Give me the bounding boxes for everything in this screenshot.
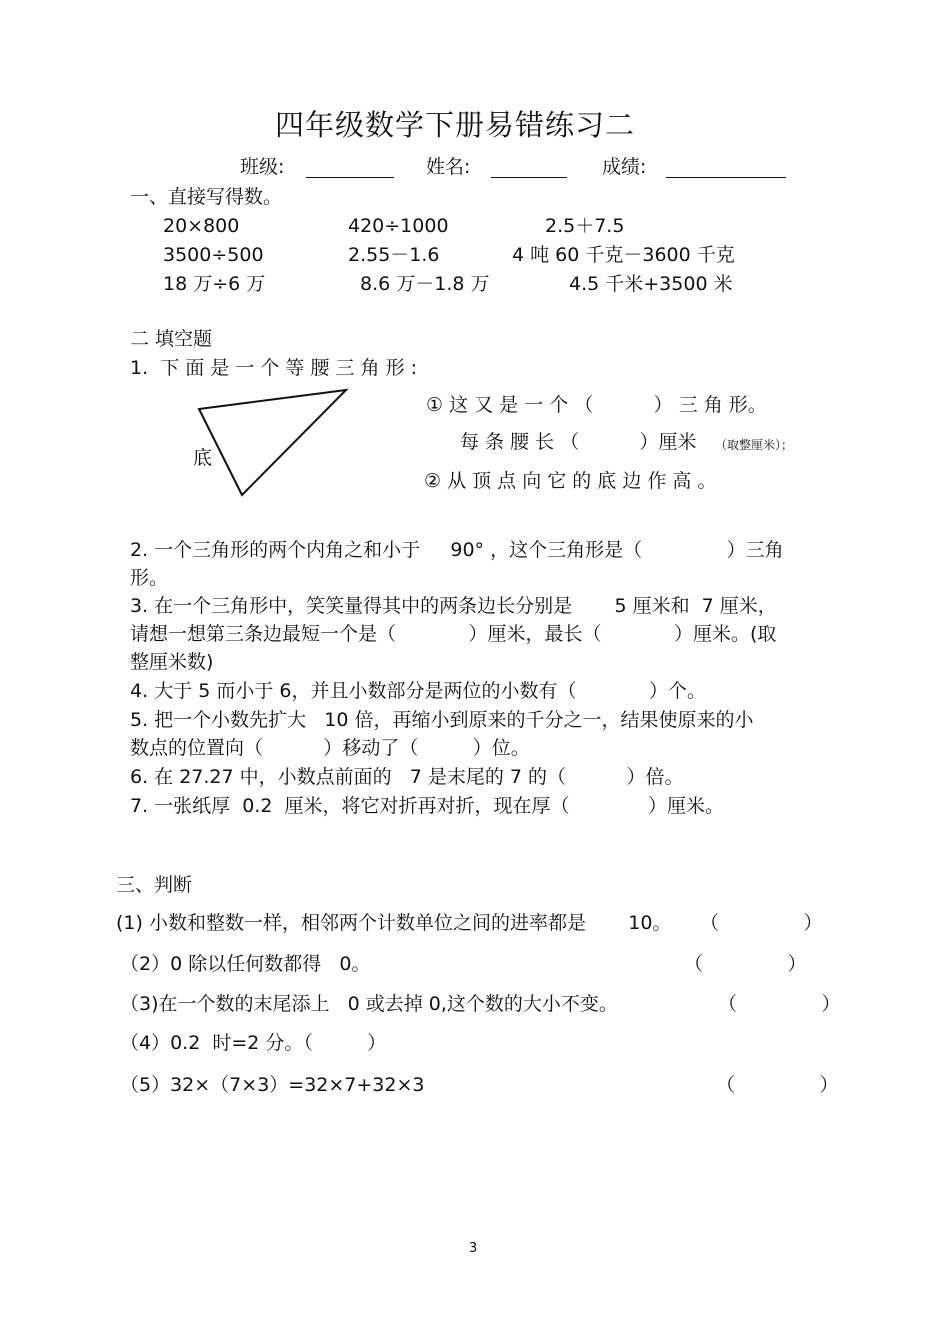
calc-item: 3500÷500	[163, 244, 264, 266]
q3-line: 请想一想第三条边最短一个是（ ）厘米，最长（ ）厘米。(取	[130, 623, 777, 645]
q1-sub1: ① 这 又 是 一 个 （ ） 三 角 形。	[426, 394, 767, 416]
judge-item: （2）0 除以任何数都得 0。	[120, 953, 371, 975]
q4-line: 4. 大于 5 而小于 6，并且小数部分是两位的小数有（ ）个。	[130, 680, 706, 702]
section2-heading: 二 填空题	[130, 328, 213, 350]
score-label: 成绩:	[602, 156, 647, 178]
section3-heading: 三、判断	[116, 874, 193, 896]
judge-answer-paren[interactable]: （ ）	[718, 993, 841, 1015]
judge-item: （5）32×（7×3）=32×7+32×3	[120, 1074, 425, 1096]
q6-line: 6. 在 27.27 中，小数点前面的 7 是末尾的 7 的（ ）倍。	[130, 766, 684, 788]
calc-item: 20×800	[163, 215, 240, 237]
calc-item: 420÷1000	[348, 215, 449, 237]
name-field[interactable]	[491, 177, 567, 178]
q3-line: 整厘米数)	[130, 651, 214, 673]
judge-answer-paren[interactable]: （ ）	[700, 912, 823, 934]
section1-heading: 一、直接写得数。	[130, 186, 283, 208]
name-label: 姓名:	[426, 156, 471, 178]
judge-answer-paren[interactable]: （ ）	[716, 1074, 839, 1096]
page-title: 四年级数学下册易错练习二	[275, 108, 636, 142]
calc-item: 8.6 万－1.8 万	[360, 273, 490, 295]
q5-line: 数点的位置向（ ）移动了（ ）位。	[130, 737, 530, 759]
q3-line: 3. 在一个三角形中，笑笑量得其中的两条边长分别是 5 厘米和 7 厘米，	[130, 595, 777, 617]
q5-line: 5. 把一个小数先扩大 10 倍，再缩小到原来的千分之一，结果使原来的小	[130, 709, 754, 731]
q1-sub2-note: （取整厘米）；	[715, 438, 794, 452]
class-field[interactable]	[306, 177, 394, 178]
calc-item: 2.55－1.6	[348, 244, 440, 266]
q2-line: 2. 一个三角形的两个内角之和小于 90° ，这个三角形是（ ）三角	[130, 539, 784, 561]
q7-line: 7. 一张纸厚 0.2 厘米，将它对折再对折，现在厚（ ）厘米。	[130, 795, 725, 817]
class-label: 班级:	[240, 156, 285, 178]
calc-item: 2.5＋7.5	[545, 215, 625, 237]
judge-item: （3)在一个数的末尾添上 0 或去掉 0,这个数的大小不变。	[120, 993, 618, 1015]
q1-sub2: 每 条 腰 长 （ ）厘米	[460, 431, 697, 453]
triangle-base-label: 底	[193, 447, 213, 469]
judge-item: （4）0.2 时=2 分。（ ）	[120, 1032, 387, 1054]
isosceles-triangle-figure	[190, 384, 360, 504]
judge-answer-paren[interactable]: （ ）	[684, 953, 807, 975]
q2-line: 形。	[130, 567, 169, 589]
calc-item: 18 万÷6 万	[163, 273, 266, 295]
q1-sub3: ② 从 顶 点 向 它 的 底 边 作 高 。	[424, 470, 717, 492]
calc-item: 4 吨 60 千克－3600 千克	[512, 244, 735, 266]
triangle-shape	[199, 390, 346, 495]
q1-stem: 1. 下 面 是 一 个 等 腰 三 角 形 :	[130, 357, 418, 379]
score-field[interactable]	[666, 177, 786, 178]
judge-item: (1) 小数和整数一样，相邻两个计数单位之间的进率都是 10。	[116, 912, 672, 934]
calc-item: 4.5 千米+3500 米	[569, 273, 733, 295]
page-number: 3	[469, 1241, 478, 1256]
